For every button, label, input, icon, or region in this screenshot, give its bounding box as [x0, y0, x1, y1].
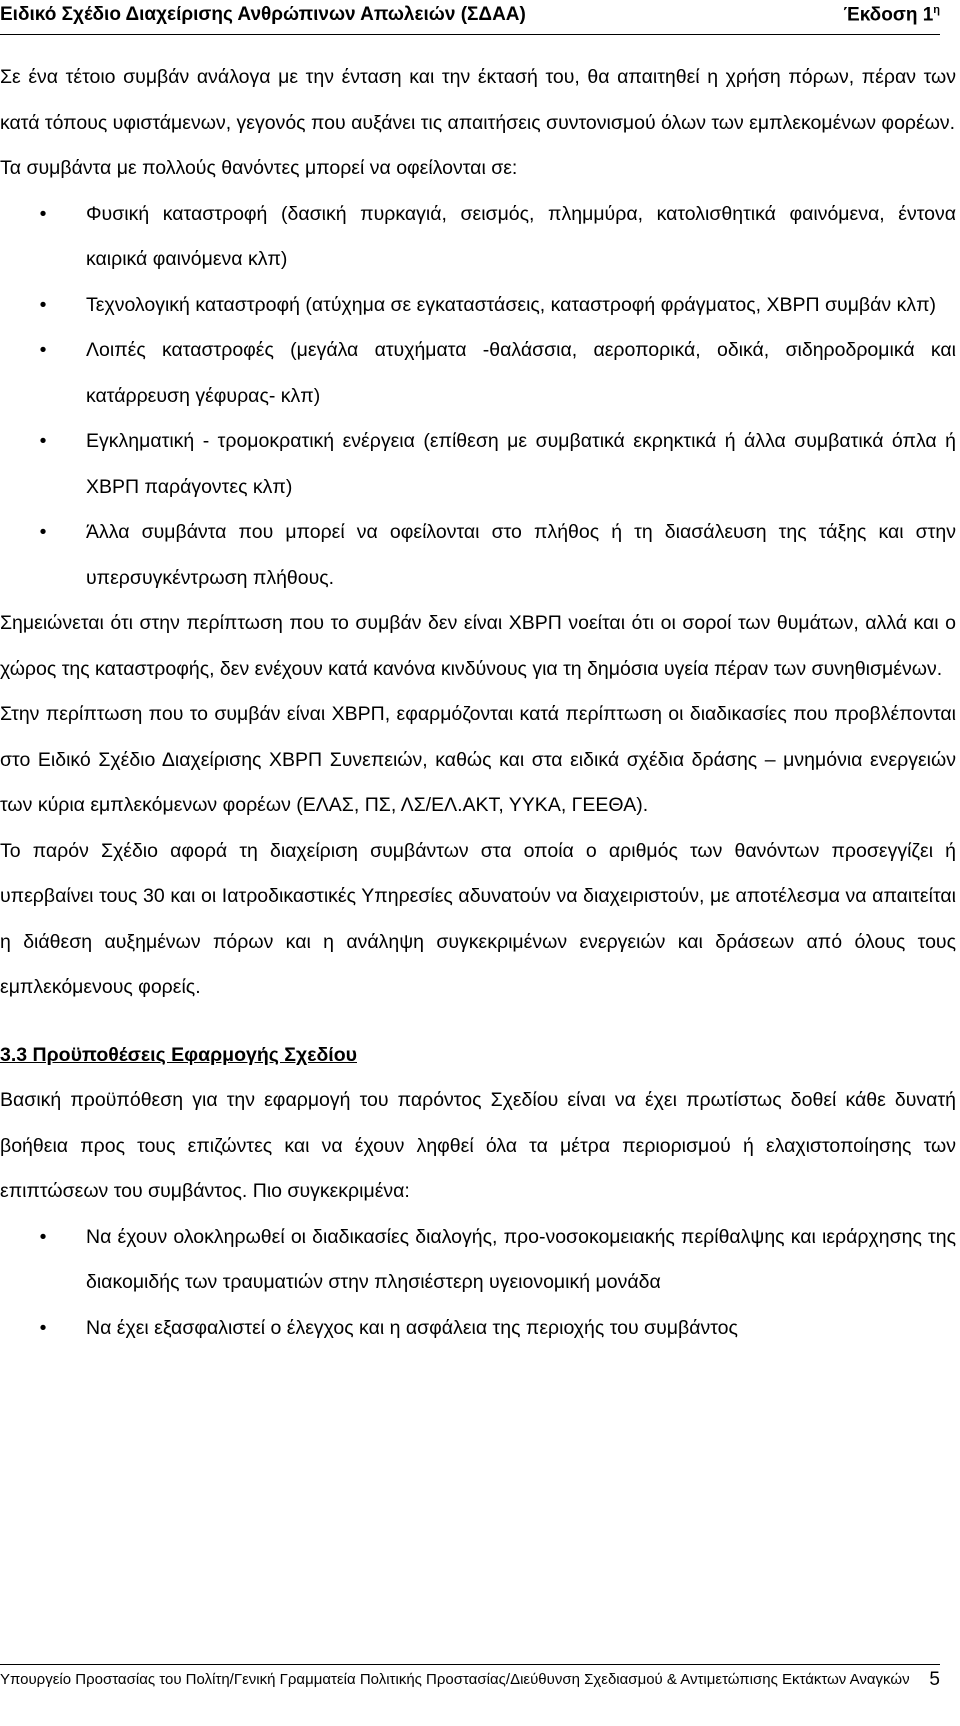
list-item-text: Να έχει εξασφαλιστεί ο έλεγχος και η ασφάλεια της περιοχής του συμβάντος [86, 1316, 738, 1339]
list-item [0, 283, 956, 329]
paragraph-non-cbrn: Σημειώνεται ότι στην περίπτωση που το συμβάν δεν είναι ΧΒΡΠ νοείται ότι οι σοροί των θυμάτων, αλλά και ο χώρος της καταστροφής, δεν ενέχουν κατά κανόνα κινδύνους για τη δημόσια υγεία πέραν των συνηθισμένων. [0, 612, 956, 680]
bullet-icon: • [39, 293, 47, 316]
page-footer [0, 1664, 940, 1694]
document-title: Ειδικό Σχέδιο Διαχείρισης Ανθρώπινων Απωλειών (ΣΔΑΑ) [0, 4, 526, 25]
list-item-text: Εγκληματική - τρομοκρατική ενέργεια (επίθεση με συμβατικά εκρηκτικά ή άλλα συμβατικά όπλα ή ΧΒΡΠ παράγοντες κλπ) [86, 430, 956, 498]
list-item [0, 419, 956, 510]
prerequisites-list [0, 1215, 956, 1352]
bullet-icon: • [39, 521, 47, 543]
document-body [0, 55, 956, 1351]
section-heading: 3.3 Προϋποθέσεις Εφαρμογής Σχεδίου [0, 1043, 357, 1066]
list-item-text: Τεχνολογική καταστροφή (ατύχημα σε εγκαταστάσεις, καταστροφή φράγματος, ΧΒΡΠ συμβάν κλπ) [86, 293, 937, 316]
paragraph-prerequisites: Βασική προϋπόθεση για την εφαρμογή του παρόντος Σχεδίου είναι να έχει πρωτίστως δοθεί κάθε δυνατή βοήθεια προς τους επιζώντες και να έχουν ληφθεί όλα τα μέτρα περιορισμού ή ελαχιστοποίησης των επιπτώσεων του συμβάντος. Πιο συγκεκριμένα: [0, 1089, 956, 1202]
edition-text: Έκδοση 1 [843, 4, 934, 26]
edition-label [844, 4, 940, 26]
page-header [0, 0, 940, 35]
bullet-icon: • [39, 202, 47, 225]
list-item [0, 1215, 956, 1306]
list-item-text: Λοιπές καταστροφές (μεγάλα ατυχήματα -θαλάσσια, αεροπορικά, οδικά, σιδηροδρομικά και κατάρρευση γέφυρας- κλπ) [86, 339, 956, 407]
list-item [0, 1306, 956, 1352]
causes-list [0, 192, 956, 602]
footer-text: Υπουργείο Προστασίας του Πολίτη/Γενική Γραμματεία Πολιτικής Προστασίας/Διεύθυνση Σχεδιασμού & Αντιμετώπισης Εκτάκτων Αναγκών [0, 1671, 910, 1688]
list-item-text: Να έχουν ολοκληρωθεί οι διαδικασίες διαλογής, προ-νοσοκομειακής περίθαλψης και ιεράρχησης της διακομιδής των τραυματιών στην πλησιέστερη υγειονομική μονάδα [86, 1225, 956, 1293]
list-item [0, 510, 956, 601]
page-number: 5 [929, 1669, 940, 1690]
bullet-icon: • [39, 430, 47, 452]
bullet-icon: • [39, 339, 47, 361]
bullet-icon: • [39, 1225, 47, 1248]
paragraph-cbrn: Στην περίπτωση που το συμβάν είναι ΧΒΡΠ, εφαρμόζονται κατά περίπτωση οι διαδικασίες που προβλέπονται στο Ειδικό Σχέδιο Διαχείρισης ΧΒΡΠ Συνεπειών, καθώς και στα ειδικά σχέδια δράσης – μνημόνια ενεργειών των κύρια εμπλεκόμενων φορέων (ΕΛΑΣ, ΠΣ, ΛΣ/ΕΛ.ΑΚΤ, ΥΥΚΑ, ΓΕΕΘΑ). [0, 703, 956, 816]
bullet-icon: • [39, 1316, 47, 1339]
paragraph-scope: Το παρόν Σχέδιο αφορά τη διαχείριση συμβάντων στα οποία ο αριθμός των θανόντων προσεγγίζει ή υπερβαίνει τους 30 και οι Ιατροδικαστικές Υπηρεσίες αδυνατούν να διαχειριστούν, με αποτέλεσμα να απαιτείται η διάθεση αυξημένων πόρων και η ανάληψη συγκεκριμένων ενεργειών και δράσεων από όλους τους εμπλεκόμενους φορείς. [0, 839, 956, 998]
list-item [0, 328, 956, 419]
paragraph-causes-intro: Τα συμβάντα με πολλούς θανόντες μπορεί να οφείλονται σε: [0, 157, 518, 179]
paragraph-resources: Σε ένα τέτοιο συμβάν ανάλογα με την ένταση και την έκτασή του, θα απαιτηθεί η χρήση πόρων, πέραν των κατά τόπους υφιστάμενων, γεγονός που αυξάνει τις απαιτήσεις συντονισμού όλων των εμπλεκομένων φορέων. [0, 66, 956, 134]
edition-superscript: η [933, 4, 940, 16]
list-item [0, 192, 956, 283]
list-item-text: Φυσική καταστροφή (δασική πυρκαγιά, σεισμός, πλημμύρα, κατολισθητικά φαινόμενα, έντονα καιρικά φαινόμενα κλπ) [86, 202, 956, 270]
list-item-text: Άλλα συμβάντα που μπορεί να οφείλονται στο πλήθος ή τη διασάλευση της τάξης και στην υπερσυγκέντρωση πλήθους. [86, 521, 956, 589]
